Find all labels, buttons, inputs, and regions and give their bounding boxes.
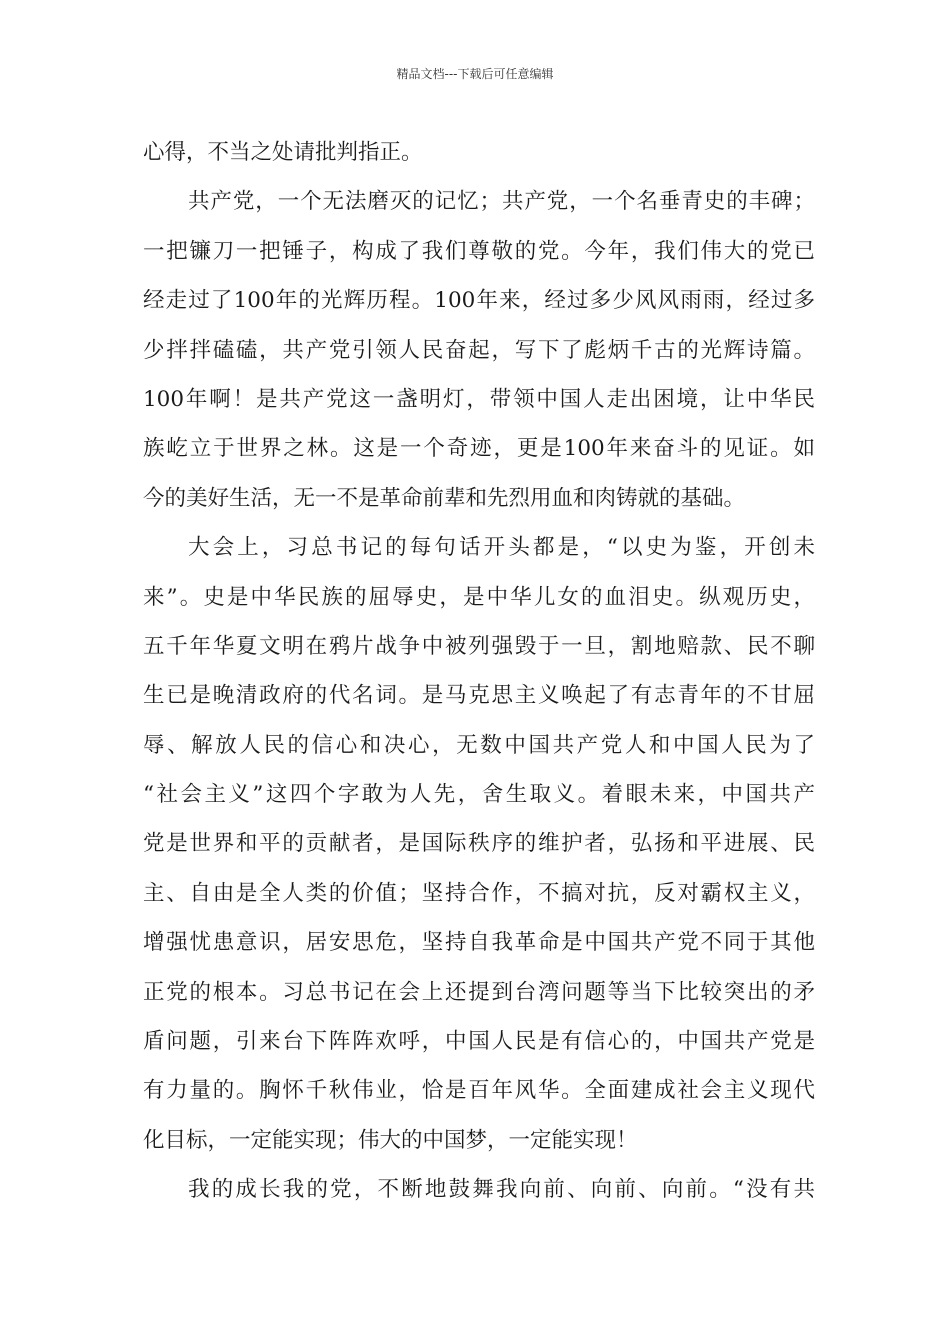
text-line: 化目标，一定能实现；伟大的中国梦，一定能实现！ [143, 1127, 638, 1153]
page-header: 精品文档---下载后可任意编辑 [396, 67, 554, 81]
text-line: 少拌拌磕磕，共产党引领人民奋起，写下了彪炳千古的光辉诗篇。 [143, 337, 815, 363]
text-line: 五千年华夏文明在鸦片战争中被列强毁于一旦，割地赔款、民不聊 [143, 633, 815, 659]
text-line: 100年啊！是共产党这一盏明灯，带领中国人走出困境，让中华民 [143, 386, 815, 412]
text-line: 主、自由是全人类的价值；坚持合作，不搞对抗，反对霸权主义， [143, 880, 815, 906]
text-line: 一把镰刀一把锤子，构成了我们尊敬的党。今年，我们伟大的党已 [143, 238, 815, 264]
text-line: 经走过了100年的光辉历程。100年来，经过多少风风雨雨，经过多 [143, 288, 815, 314]
paragraph [143, 523, 815, 1165]
text-line: 辱、解放人民的信心和决心，无数中国共产党人和中国人民为了 [143, 732, 815, 758]
text-line: 正党的根本。习总书记在会上还提到台湾问题等当下比较突出的矛 [143, 979, 815, 1005]
text-line: 来”。史是中华民族的屈辱史，是中华儿女的血泪史。纵观历史， [143, 584, 815, 610]
paragraph [143, 1165, 815, 1214]
paragraph [143, 128, 815, 177]
text-line: 盾问题，引来台下阵阵欢呼，中国人民是有信心的，中国共产党是 [143, 1029, 815, 1055]
text-line: 心得，不当之处请批判指正。 [143, 140, 423, 165]
text-line: 今的美好生活，无一不是革命前辈和先烈用血和肉铸就的基础。 [143, 485, 746, 511]
document-body [143, 128, 815, 1215]
text-line: 生已是晚清政府的代名词。是马克思主义唤起了有志青年的不甘屈 [143, 683, 815, 709]
text-line: 有力量的。胸怀千秋伟业，恰是百年风华。全面建成社会主义现代 [143, 1078, 815, 1104]
text-line: 大会上，习总书记的每句话开头都是，“以史为鉴，开创未 [188, 535, 815, 561]
text-line: 增强忧患意识，居安思危，坚持自我革命是中国共产党不同于其他 [143, 930, 815, 956]
text-line: 党是世界和平的贡献者，是国际秩序的维护者，弘扬和平进展、民 [143, 831, 815, 857]
text-line: “社会主义”这四个字敢为人先，舍生取义。着眼未来，中国共产 [143, 782, 815, 808]
text-line: 我的成长我的党，不断地鼓舞我向前、向前、向前。“没有共 [188, 1177, 815, 1203]
text-line: 共产党，一个无法磨灭的记忆；共产党，一个名垂青史的丰碑； [188, 189, 815, 215]
paragraph [143, 177, 815, 523]
text-line: 族屹立于世界之林。这是一个奇迹，更是100年来奋斗的见证。如 [143, 436, 815, 462]
